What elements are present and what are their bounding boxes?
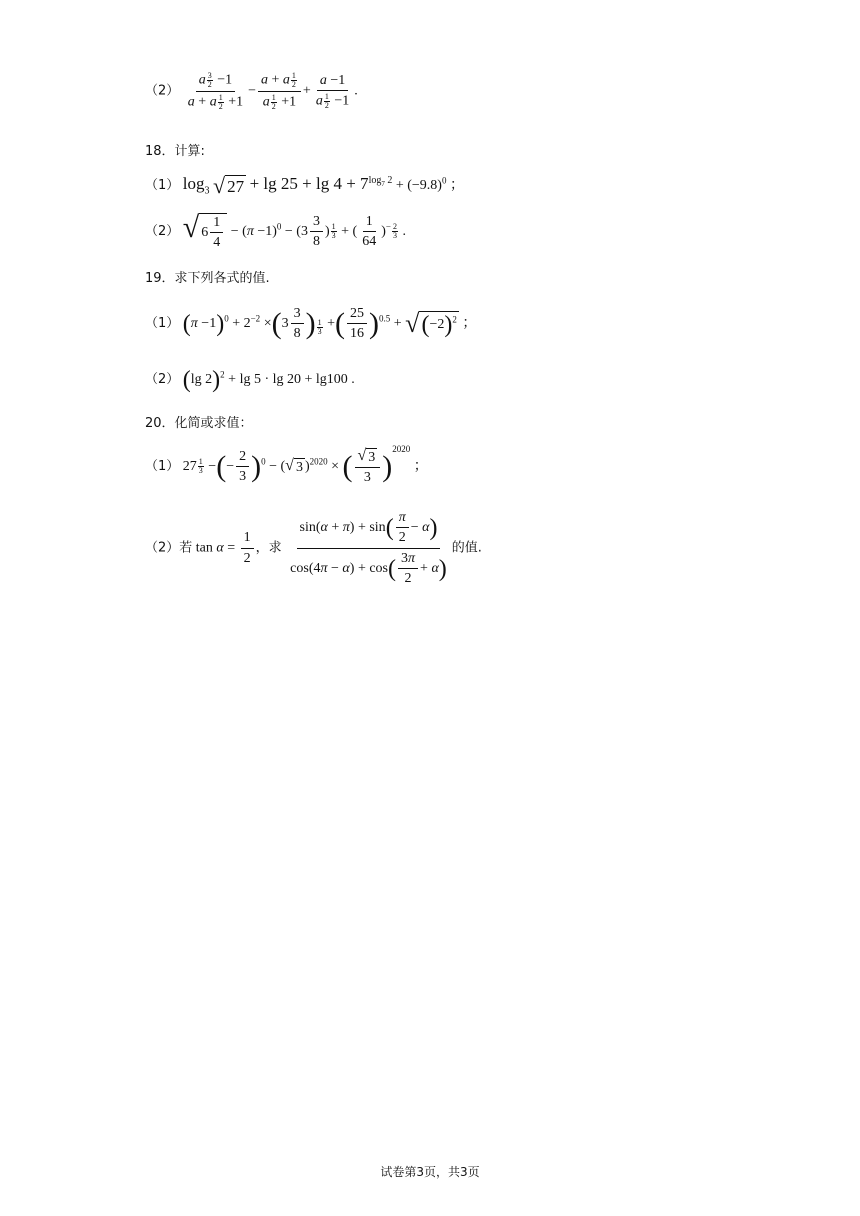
q19-part1-label: （1） — [145, 316, 180, 332]
q19-title: 19．求下列各式的值. — [145, 271, 270, 286]
q17-part2: （2） a $\frac{3}{2}$ −1 a + a $\frac{1}{2}$ +1 − a + a $\frac{1}{2}$ a $\frac{1}{2}$ +1 + a −1 a $\frac{1}{2}$ −1 . — [145, 71, 358, 111]
q18-part2-label: （2） — [145, 224, 180, 240]
q19-part2: （2） (lg 2)$^2$ + lg 5 · lg 20 + lg100 . — [145, 367, 355, 393]
q17-fraction-1: a $\frac{3}{2}$ −1 a + a $\frac{1}{2}$ +1 — [187, 71, 244, 111]
q20-part2-label: （2）若 — [145, 540, 193, 556]
q20-part1: （1） 27 $\frac{1}{3}$ −(− $\frac{2}{3}$ )$^0$ − ( √ 3 )$^{2020}$ × ( √ 3 3 )$^{2020}$ ； — [145, 444, 428, 486]
q17-fraction-3: a −1 a $\frac{1}{2}$ −1 — [315, 72, 350, 111]
q18-title: 18．计算: — [145, 144, 205, 159]
q20-part2-end: 的值. — [451, 540, 482, 556]
q20-big-fraction: sin(α + π) + sin( $\frac{\pi}{2}$ − α) cos(4π − α) + cos( $\frac{3\pi}{2}$ + α) — [290, 510, 447, 587]
q20-part2: （2）若 tan α = $\frac{1}{2}$ ，求 sin(α + π) + sin( $\frac{\pi}{2}$ − α) cos(4π − α) + cos( $\frac{3\pi}{2}$ + α) 的值. — [145, 510, 482, 587]
q20-part2-mid: ，求 — [255, 540, 282, 556]
q20-title: 20．化简或求值： — [145, 416, 253, 431]
q18-part2: （2） √ 6 $\frac{1}{4}$ − $(\pi -1)^0 - (3$ $\frac{3}{8}$ ) $\frac{1}{3}$ + ( $\frac{1}{64}$ )− $\frac{2}{3}$ . — [145, 211, 406, 251]
q17-part2-label: （2） — [145, 83, 180, 99]
q20-part1-label: （1） — [145, 459, 180, 475]
q18-part1-label: （1） — [145, 178, 180, 193]
q17-fraction-2: a + a $\frac{1}{2}$ a $\frac{1}{2}$ +1 — [258, 72, 301, 111]
q19-part2-label: （2） — [145, 372, 180, 388]
page-footer: 试卷第3页，共3页 — [380, 1165, 480, 1179]
q18-part1: （1） $\log_3$ √ 27 + $\lg 25 + \lg 4 + 7^{log_7 2} + (-9.8)^0$ ； — [145, 172, 464, 198]
q19-part1: （1） $(\pi -1)^0 + 2^{-2} \times(3$ $\frac{3}{8}$ ) $\frac{1}{3}$ +( $\frac{25}{16}$ )$^{0.5}$ + √ $(-2)^2$ ； — [145, 306, 477, 342]
